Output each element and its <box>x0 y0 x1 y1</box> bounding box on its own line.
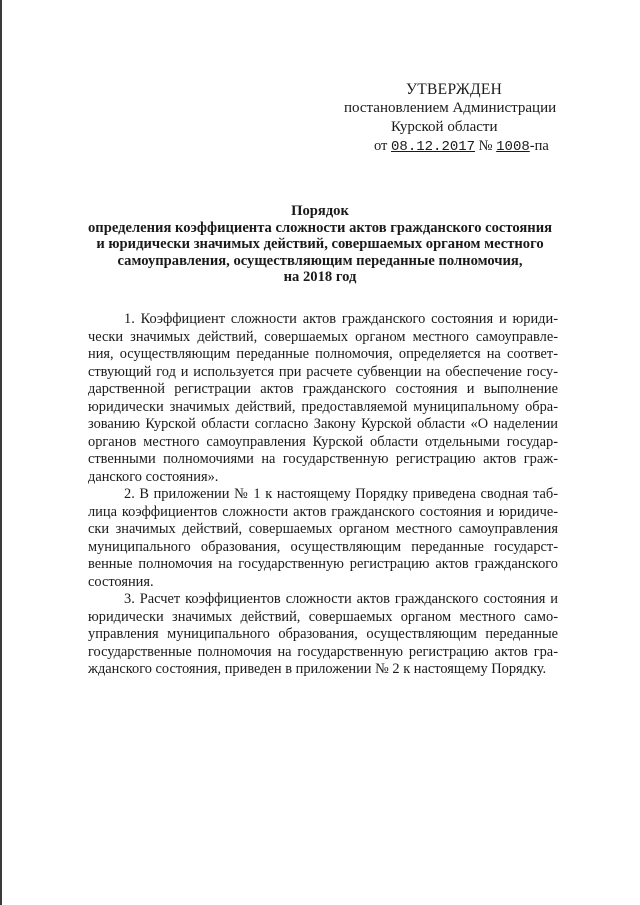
approval-stamp <box>344 80 574 157</box>
body-line: дарственной регистрации актов гражданского состояния и выполнение <box>88 381 558 397</box>
paragraph-2 <box>88 486 558 591</box>
paragraph-1 <box>88 311 558 486</box>
date-prefix: от <box>374 138 388 154</box>
body-line: 3. Расчет коэффициентов сложности актов гражданского состояния и <box>124 591 558 607</box>
body-line: чески значимых действий, совершаемых органом местного самоуправле- <box>88 328 558 345</box>
body-line: муниципального образования, осуществляющим переданные государст- <box>88 538 558 555</box>
paragraph-3 <box>88 591 558 679</box>
number-prefix: № <box>478 138 493 154</box>
body-line: жданского состояния, приведен в приложении № 2 к настоящему Порядку. <box>88 661 547 677</box>
title-line: на 2018 год <box>283 269 357 286</box>
title-line: и юридически значимых действий, совершаемых органом местного <box>96 236 544 253</box>
approval-number: 1008 <box>496 139 530 155</box>
document-body <box>88 311 558 679</box>
body-line: данского состояния». <box>88 468 219 485</box>
body-line: зованию Курской области согласно Закону Курской области «О наделении <box>88 416 558 432</box>
body-line: ски значимых действий, совершаемых органом местного самоуправления <box>88 521 558 537</box>
body-line: венные полномочия на государственную регистрацию актов гражданского <box>88 556 558 572</box>
body-line: состояния. <box>88 573 154 590</box>
title-line: самоуправления, осуществляющим переданные полномочия, <box>117 252 523 269</box>
body-line: ственными полномочиями на государственную регистрацию актов граж- <box>88 451 558 467</box>
body-line: юридически значимых действий, совершаемых органом местного само- <box>88 608 558 625</box>
page-edge <box>0 0 2 905</box>
body-line: управления муниципального образования, осуществляющим переданные <box>88 626 558 642</box>
title-line: Порядок <box>291 203 349 219</box>
title-line: определения коэффициента сложности актов гражданского состояния <box>88 219 552 236</box>
body-line: лица коэффициентов сложности актов гражданского состояния и юридиче- <box>88 503 558 520</box>
body-line: ствующий год и используется при расчете субвенции на обеспечение госу- <box>88 363 558 380</box>
body-line: органов местного самоуправления Курской области отдельными государ- <box>88 433 558 450</box>
document-title <box>80 203 560 286</box>
approval-heading: УТВЕРЖДЕН <box>406 81 503 98</box>
approval-line-2: Курской области <box>391 119 498 135</box>
body-line: 1. Коэффициент сложности актов гражданского состояния и юриди- <box>124 311 558 327</box>
approval-date: 08.12.2017 <box>391 139 476 155</box>
body-line: государственные полномочия на государственную регистрацию актов гра- <box>88 643 558 660</box>
approval-line-1: постановлением Администрации <box>344 100 557 116</box>
body-line: юридически значимых действий, предоставляемой муниципальному обра- <box>88 398 558 415</box>
approval-date-line <box>344 137 574 157</box>
number-suffix: -па <box>529 138 549 154</box>
body-line: ния, осуществляющим переданные полномочия, определяется на соответ- <box>88 346 558 362</box>
body-line: 2. В приложении № 1 к настоящему Порядку приведена сводная таб- <box>124 486 558 502</box>
